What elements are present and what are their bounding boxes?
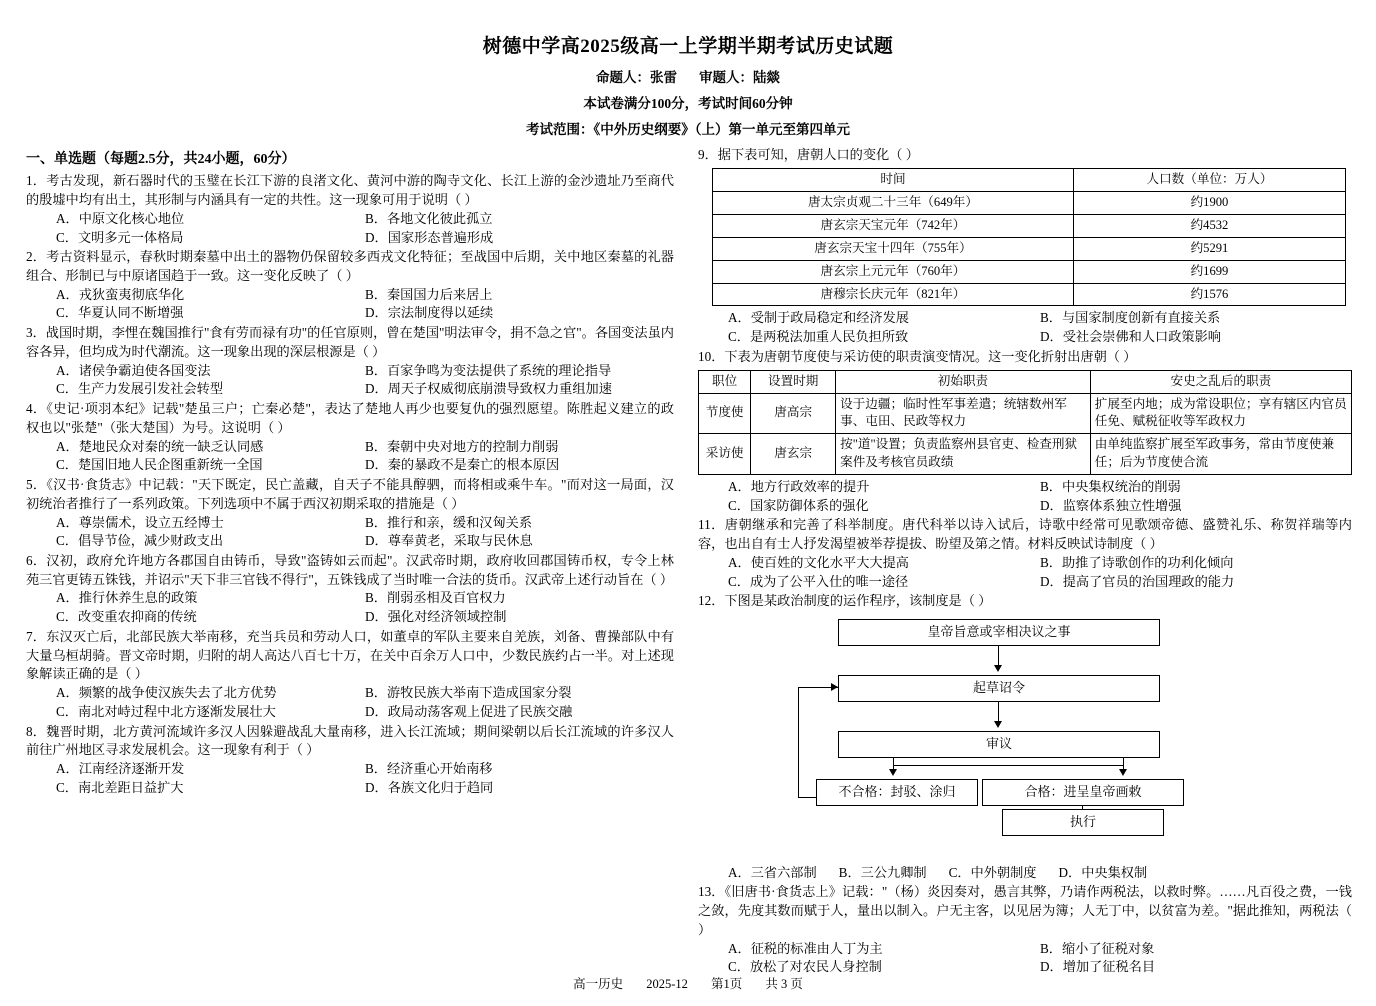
option-c[interactable]: C．是两税法加重人民负担所致 xyxy=(728,329,909,345)
cell-population: 约1699 xyxy=(1073,260,1345,283)
col-header-position: 职位 xyxy=(699,370,751,393)
options-list xyxy=(56,684,674,721)
table-row xyxy=(713,237,1346,260)
option-a[interactable]: A．戎狄蛮夷彻底华化 xyxy=(56,286,185,302)
option-d[interactable]: D．中央集权制 xyxy=(1058,864,1148,880)
option-b[interactable]: B．削弱丞相及百官权力 xyxy=(365,590,506,606)
cell-period: 唐高宗 xyxy=(751,393,836,434)
cell-period: 唐玄宗 xyxy=(751,434,836,475)
option-d[interactable]: D．秦的暴政不是秦亡的根本原因 xyxy=(365,457,560,473)
option-d[interactable]: D．各族文化归于趋同 xyxy=(365,779,494,795)
cell-time: 唐太宗贞观二十三年（649年） xyxy=(713,192,1074,215)
composer-name: 张雷 xyxy=(650,69,677,85)
option-a[interactable]: A．推行休养生息的政策 xyxy=(56,590,198,606)
table-row xyxy=(713,192,1346,215)
table-row xyxy=(713,283,1346,306)
question-text: 9．据下表可知，唐朝人口的变化（ ） xyxy=(698,147,919,163)
option-d[interactable]: D．尊奉黄老，采取与民休息 xyxy=(365,533,533,549)
option-c[interactable]: C．改变重农抑商的传统 xyxy=(56,609,197,625)
options-list xyxy=(56,286,674,323)
col-header-population: 人口数（单位：万人） xyxy=(1073,169,1345,192)
population-table xyxy=(712,168,1346,306)
page-title: 树德中学高2025级高一上学期半期考试历史试题 xyxy=(482,36,894,57)
options-list xyxy=(56,589,674,626)
option-b[interactable]: B．各地文化彼此孤立 xyxy=(365,210,493,226)
options-list xyxy=(56,514,674,551)
option-c[interactable]: C．成为了公平入仕的唯一途径 xyxy=(728,573,909,589)
question-12 xyxy=(698,592,1352,882)
question-4 xyxy=(26,400,674,475)
cell-time: 唐穆宗长庆元年（821年） xyxy=(713,283,1074,306)
option-d[interactable]: D．宗法制度得以延续 xyxy=(365,305,494,321)
two-column-body xyxy=(0,145,1376,977)
question-7 xyxy=(26,628,674,722)
question-text: 2．考古资料显示，春秋时期秦墓中出土的器物仍保留较多西戎文化特征；至战国中后期，关中地区秦墓的礼器组合、形制已与中原诸国趋于一致。这一变化反映了（ ） xyxy=(26,249,674,283)
option-c[interactable]: C．国家防御体系的强化 xyxy=(728,497,869,513)
flow-diagram xyxy=(698,615,1352,825)
cell-after-duty: 由单纯监察扩展至军政事务，常由节度使兼任；后为节度使合流 xyxy=(1090,434,1351,475)
option-a[interactable]: A．中原文化核心地位 xyxy=(56,210,185,226)
page-footer xyxy=(0,976,1376,994)
option-b[interactable]: B．推行和亲，缓和汉匈关系 xyxy=(365,514,533,530)
flow-box-fail: 不合格：封驳、涂归 xyxy=(816,779,978,805)
scope-line: 考试范围：《中外历史纲要》（上）第一单元至第四单元 xyxy=(526,122,850,138)
option-a[interactable]: A．尊崇儒术，设立五经博士 xyxy=(56,514,224,530)
cell-time: 唐玄宗天宝元年（742年） xyxy=(713,214,1074,237)
section-heading: 一、单选题（每题2.5分，共24小题，60分） xyxy=(26,152,296,168)
option-b[interactable]: B．秦朝中央对地方的控制力削弱 xyxy=(365,438,559,454)
option-c[interactable]: C．华夏认同不断增强 xyxy=(56,305,184,321)
option-b[interactable]: B．游牧民族大举南下造成国家分裂 xyxy=(365,685,572,701)
option-a[interactable]: A．江南经济逐渐开发 xyxy=(56,761,185,777)
option-d[interactable]: D．周天子权威彻底崩溃导致权力重组加速 xyxy=(365,381,612,397)
col-header-initial-duty: 初始职责 xyxy=(836,370,1091,393)
option-a[interactable]: A．频繁的战争使汉族失去了北方优势 xyxy=(56,685,277,701)
question-5 xyxy=(26,476,674,551)
cell-time: 唐玄宗天宝十四年（755年） xyxy=(713,237,1074,260)
option-c[interactable]: C．南北对峙过程中北方逐渐发展壮大 xyxy=(56,703,276,719)
options-list xyxy=(56,362,674,399)
footer-page-number: 第1页 xyxy=(711,977,743,992)
option-b[interactable]: B．百家争鸣为变法提供了系统的理论指导 xyxy=(365,362,612,378)
option-a[interactable]: A．楚地民众对秦的统一缺乏认同感 xyxy=(56,438,264,454)
flow-box-review: 审议 xyxy=(838,731,1160,757)
cell-population: 约5291 xyxy=(1073,237,1345,260)
col-header-period: 设置时期 xyxy=(751,370,836,393)
option-b[interactable]: B．助推了诗歌创作的功利化倾向 xyxy=(1040,554,1234,570)
option-a[interactable]: A．使百姓的文化水平大大提高 xyxy=(728,554,909,570)
options-list xyxy=(728,309,1352,346)
option-d[interactable]: D．国家形态普遍形成 xyxy=(365,229,494,245)
table-header-row xyxy=(713,169,1346,192)
options-list xyxy=(56,210,674,247)
option-d[interactable]: D．政局动荡客观上促进了民族交融 xyxy=(365,703,573,719)
option-c[interactable]: C．放松了对农民人身控制 xyxy=(728,959,882,975)
cell-after-duty: 扩展至内地；成为常设职位；享有辖区内官员任免、赋税征收等军政权力 xyxy=(1090,393,1351,434)
question-2 xyxy=(26,248,674,323)
question-text: 10．下表为唐朝节度使与采访使的职责演变情况。这一变化折射出唐朝（ ） xyxy=(698,348,1137,364)
option-b[interactable]: B．与国家制度创新有直接关系 xyxy=(1040,310,1221,326)
options-list xyxy=(728,478,1352,515)
cell-initial-duty: 按"道"设置；负责监察州县官吏、检查刑狱案件及考核官员政绩 xyxy=(836,434,1091,475)
option-d[interactable]: D．增加了征税名目 xyxy=(1040,959,1156,975)
question-text: 1．考古发现，新石器时代的玉璧在长江下游的良渚文化、黄河中游的陶寺文化、长江上游的金沙遗址乃至商代的殷墟中均有出土，其形制与内涵具有一定的共性。这一现象可用于说明（ ） xyxy=(26,173,674,208)
question-6 xyxy=(26,552,674,627)
col-header-time: 时间 xyxy=(713,169,1074,192)
question-10 xyxy=(698,348,1352,516)
table-header-row xyxy=(699,370,1352,393)
paper-header xyxy=(0,34,1376,139)
option-c[interactable]: C．中外朝制度 xyxy=(948,864,1037,880)
option-b[interactable]: B．经济重心开始南移 xyxy=(365,761,493,777)
option-d[interactable]: D．提高了官员的治国理政的能力 xyxy=(1040,573,1235,589)
question-text: 12．下图是某政治制度的运作程序，该制度是（ ） xyxy=(698,593,992,609)
left-column xyxy=(0,145,686,977)
option-a[interactable]: A．三省六部制 xyxy=(728,864,817,880)
options-list xyxy=(728,940,1352,977)
question-1 xyxy=(26,172,674,247)
score-time-line: 本试卷满分100分，考试时间60分钟 xyxy=(583,96,793,112)
option-c[interactable]: C．楚国旧地人民企图重新统一全国 xyxy=(56,457,263,473)
option-d[interactable]: D．监察体系独立性增强 xyxy=(1040,497,1182,513)
table-row xyxy=(699,434,1352,475)
cell-initial-duty: 设于边疆；临时性军事差遣；统辖数州军事、屯田、民政等权力 xyxy=(836,393,1091,434)
question-text: 5．《汉书·食货志》中记载："天下既定，民亡盖藏，自天子不能具醇驷，而将相或乘牛车。"而对这一局面，汉初统治者推行了一系列政策。下列选项中不属于西汉初期采取的措施是（ ） xyxy=(26,477,674,511)
cell-position: 采访使 xyxy=(699,434,751,475)
footer-subject: 高一历史 xyxy=(573,977,624,992)
question-13 xyxy=(698,883,1352,977)
reviewer-name: 陆燚 xyxy=(753,69,780,85)
option-a[interactable]: A．地方行政效率的提升 xyxy=(728,479,870,494)
options-list xyxy=(728,864,1352,883)
question-text: 7．东汉灭亡后，北部民族大举南移，充当兵员和劳动人口，如董卓的军队主要来自羌族，刘备、曹操部队中有大量乌桓胡骑。晋文帝时期，归附的胡人高达八百七十万，在关中百余万人口中，少数民族约占一半。对上述现象解读正确的是（ ） xyxy=(26,628,674,682)
question-9 xyxy=(698,146,1352,346)
options-list xyxy=(728,554,1352,591)
flow-box-draft-edict: 起草诏令 xyxy=(838,675,1160,701)
options-list xyxy=(56,438,674,475)
question-text: 6．汉初，政府允许地方各郡国自由铸币，导致"盗铸如云而起"。汉武帝时期，政府收回郡国铸币权，专令上林苑三官更铸五铢钱，并诏示"天下非三官钱不得行"，五铢钱成了当时唯一合法的货币。汉武帝上述行动旨在（ ） xyxy=(26,553,674,587)
option-b[interactable]: B．中央集权统治的削弱 xyxy=(1040,479,1181,494)
cell-population: 约1900 xyxy=(1073,192,1345,215)
table-row xyxy=(713,214,1346,237)
flow-box-imperial-order: 皇帝旨意或宰相决议之事 xyxy=(838,619,1160,645)
table-row xyxy=(699,393,1352,434)
right-column xyxy=(686,145,1376,977)
question-3 xyxy=(26,324,674,399)
question-text: 8．魏晋时期，北方黄河流域许多汉人因躲避战乱大量南移，进入长江流域；期间梁朝以后长江流域的许多汉人前往广州地区寻求发展机会。这一现象有利于（ ） xyxy=(26,723,674,758)
question-text: 13．《旧唐书·食货志上》记载："（杨）炎因奏对，愚言其弊，乃请作两税法，以救时弊。……凡百役之费，一钱之敛，先度其数而赋于人，量出以制入。户无主客，以见居为簿；人无丁中，以贫富为差。"据此推知，两税法（ ） xyxy=(698,884,1352,937)
option-c[interactable]: C．生产力发展引发社会转型 xyxy=(56,381,224,397)
exam-paper-page xyxy=(0,34,1376,1006)
option-a[interactable]: A．受制于政局稳定和经济发展 xyxy=(728,310,909,326)
reviewer-label: 审题人： xyxy=(699,69,753,85)
cell-population: 约4532 xyxy=(1073,214,1345,237)
composer-label: 命题人： xyxy=(596,69,650,85)
question-text: 4．《史记·项羽本纪》记载"楚虽三户；亡秦必楚"，表达了楚地人再少也要复仇的强烈愿望。陈胜起义建立的政权也以"张楚"（张大楚国）为号。这说明（ ） xyxy=(26,401,674,435)
option-a[interactable]: A．征税的标准由人丁为主 xyxy=(728,940,883,956)
cell-population: 约1576 xyxy=(1073,283,1345,306)
option-c[interactable]: C．文明多元一体格局 xyxy=(56,229,184,245)
footer-date: 2025-12 xyxy=(646,977,688,992)
flow-box-pass: 合格：进呈皇帝画敕 xyxy=(982,779,1184,805)
option-b[interactable]: B．三公九卿制 xyxy=(838,864,927,880)
population-table-wrap xyxy=(698,168,1352,306)
question-11 xyxy=(698,516,1352,591)
option-c[interactable]: C．南北差距日益扩大 xyxy=(56,779,184,795)
options-list xyxy=(56,760,674,797)
duties-table xyxy=(698,370,1352,475)
table-row xyxy=(713,260,1346,283)
flow-box-execute: 执行 xyxy=(1002,809,1164,835)
col-header-after-rebellion-duty: 安史之乱后的职责 xyxy=(1090,370,1351,393)
option-c[interactable]: C．倡导节俭，减少财政支出 xyxy=(56,533,224,549)
cell-position: 节度使 xyxy=(699,393,751,434)
author-line xyxy=(0,68,1376,87)
option-a[interactable]: A．诸侯争霸迫使各国变法 xyxy=(56,362,211,378)
question-text: 3．战国时期，李悝在魏国推行"食有劳而禄有功"的任官原则，曾在楚国"明法审令，捐不急之官"。各国变法虽内容各异，但均成为时代潮流。这一现象出现的深层根源是（ ） xyxy=(26,325,674,359)
option-d[interactable]: D．受社会崇佛和人口政策影响 xyxy=(1040,329,1221,345)
footer-total-pages: 共 3 页 xyxy=(765,977,803,992)
option-b[interactable]: B．缩小了征税对象 xyxy=(1040,940,1155,956)
option-b[interactable]: B．秦国国力后来居上 xyxy=(365,286,493,302)
option-d[interactable]: D．强化对经济领域控制 xyxy=(365,609,507,625)
question-8 xyxy=(26,723,674,798)
question-text: 11．唐朝继承和完善了科举制度。唐代科举以诗入试后，诗歌中经常可见歌颂帝德、盛赞礼乐、称贺祥瑞等内容，也出自有士人抒发渴望被举荐提拔、盼望及第之情。材料反映试诗制度（ ） xyxy=(698,517,1352,552)
cell-time: 唐玄宗上元元年（760年） xyxy=(713,260,1074,283)
